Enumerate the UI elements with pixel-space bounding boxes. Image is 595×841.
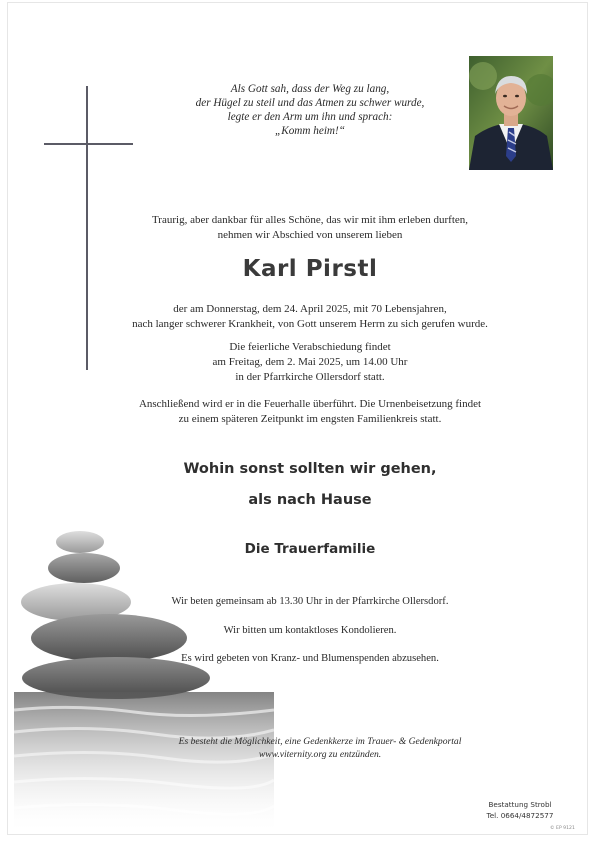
death-text: [130, 302, 490, 332]
farewell-line: Die feierliche Verabschiedung findet: [229, 341, 391, 353]
cremation-line: zu einem späteren Zeitpunkt im engsten Familienkreis statt.: [178, 413, 442, 425]
undertaker-phone: Tel. 0664/4872577: [486, 811, 554, 820]
motto-line-1: Wohin sonst sollten wir gehen,: [183, 461, 437, 477]
poem-line: „Komm heim!“: [275, 125, 345, 137]
cremation-line: Anschließend wird er in die Feuerhalle überführt. Die Urnenbeisetzung findet: [138, 398, 482, 410]
note-prayer: Wir beten gemeinsam ab 13.30 Uhr in der Pfarrkirche Ollersdorf.: [171, 596, 449, 607]
portrait-photo: [469, 56, 553, 170]
death-line: der am Donnerstag, dem 24. April 2025, mit 70 Lebensjahren,: [173, 303, 447, 315]
memorial-portal-text: [150, 735, 490, 761]
cross-vertical-bar: [86, 86, 88, 370]
note-flowers: Es wird gebeten von Kranz- und Blumenspenden abzusehen.: [181, 653, 439, 664]
farewell-line: am Freitag, dem 2. Mai 2025, um 14.00 Uhr: [212, 356, 408, 368]
undertaker-info: [470, 799, 570, 821]
family-signature: Die Trauerfamilie: [244, 541, 376, 557]
portrait-illustration: [469, 56, 553, 170]
portal-line-1: Es besteht die Möglichkeit, eine Gedenkkerze im Trauer- & Gedenkportal: [178, 736, 462, 747]
intro-text: [130, 213, 490, 243]
death-line: nach langer schwerer Krankheit, von Gott unserem Herrn zu sich gerufen wurde.: [132, 318, 488, 330]
portal-link[interactable]: www.viternity.org zu entzünden.: [258, 749, 382, 760]
deceased-name: Karl Pirstl: [242, 256, 378, 282]
cremation-text: [130, 397, 490, 427]
motto-line-2: als nach Hause: [248, 492, 372, 508]
poem-line: der Hügel zu steil und das Atmen zu schwer wurde,: [195, 97, 425, 109]
farewell-text: [130, 340, 490, 385]
cross-horizontal-bar: [44, 143, 133, 145]
undertaker-name: Bestattung Strobl: [488, 800, 552, 809]
farewell-line: in der Pfarrkirche Ollersdorf statt.: [235, 371, 385, 383]
poem: [160, 82, 460, 138]
intro-line: Traurig, aber dankbar für alles Schöne, das wir mit ihm erleben durften,: [151, 214, 469, 226]
poem-line: legte er den Arm um ihn und sprach:: [227, 111, 393, 123]
print-code: © EP 9121: [550, 826, 575, 831]
intro-line: nehmen wir Abschied von unserem lieben: [217, 229, 403, 241]
stacked-stones-image: [14, 520, 274, 835]
note-condolence: Wir bitten um kontaktloses Kondolieren.: [223, 625, 397, 636]
stones-illustration: [14, 520, 274, 835]
poem-line: Als Gott sah, dass der Weg zu lang,: [230, 83, 390, 95]
